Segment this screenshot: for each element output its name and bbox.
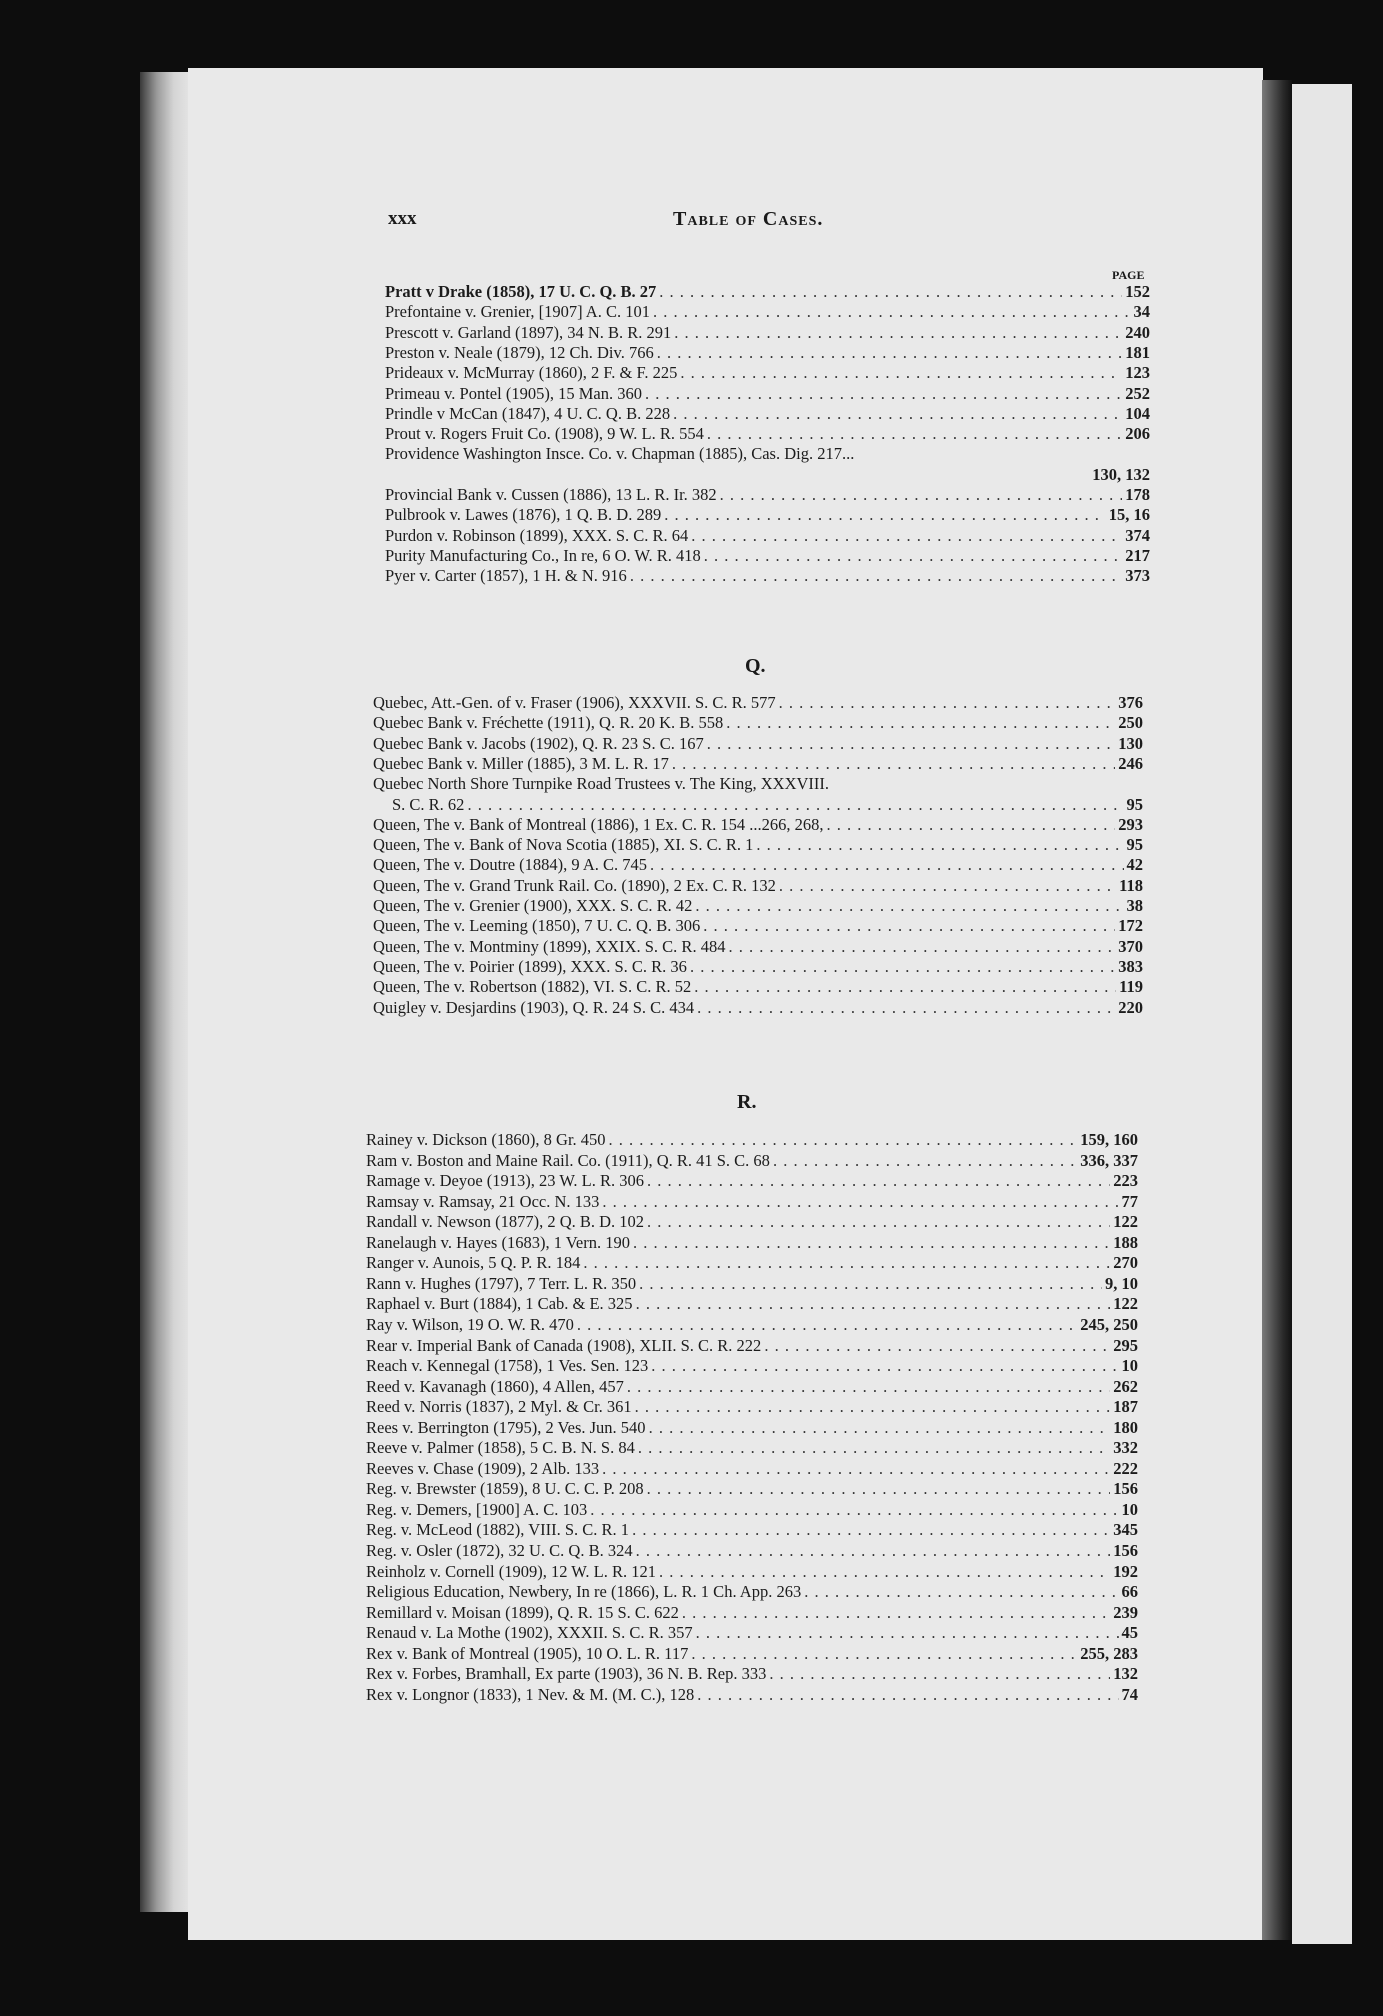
case-entry xyxy=(366,1562,1138,1582)
leader-dots xyxy=(696,1623,1119,1643)
case-entry xyxy=(366,1520,1138,1540)
case-name: Rann v. Hughes (1797), 7 Terr. L. R. 350 xyxy=(366,1273,637,1293)
case-page-ref: 180 xyxy=(1113,1417,1138,1437)
case-name: Queen, The v. Poirier (1899), XXX. S. C. R. 36 xyxy=(373,956,687,976)
section-heading-r: R. xyxy=(737,1091,757,1113)
case-page-ref: 222 xyxy=(1113,1458,1138,1478)
case-name: Quebec Bank v. Miller (1885), 3 M. L. R. 17 xyxy=(373,753,669,773)
page-number: xxx xyxy=(388,208,417,229)
leader-dots xyxy=(704,546,1122,566)
page-column-label: PAGE xyxy=(1112,268,1145,282)
case-name: Pratt v Drake (1858), 17 U. C. Q. B. 27 xyxy=(385,282,657,301)
case-page-ref: 246 xyxy=(1118,753,1143,773)
leader-dots xyxy=(649,1418,1111,1438)
case-page-ref: 223 xyxy=(1113,1171,1138,1191)
case-entry xyxy=(373,713,1143,733)
case-entry xyxy=(366,1192,1138,1212)
case-name: Rex v. Longnor (1833), 1 Nev. & M. (M. C.), 128 xyxy=(366,1684,695,1704)
leader-dots xyxy=(697,1685,1118,1705)
case-entry xyxy=(385,546,1150,566)
case-page-ref: 374 xyxy=(1125,525,1150,545)
case-entry xyxy=(366,1397,1138,1417)
leader-dots xyxy=(651,1356,1118,1376)
case-entry xyxy=(385,424,1150,444)
case-page-ref: 262 xyxy=(1113,1376,1138,1396)
case-page-ref: 255, 283 xyxy=(1080,1643,1138,1663)
case-page-ref: 132 xyxy=(1113,1664,1138,1684)
leader-dots xyxy=(769,1664,1110,1684)
case-page-ref: 38 xyxy=(1126,896,1143,915)
case-name: Renaud v. La Mothe (1902), XXXII. S. C. R. 357 xyxy=(366,1623,693,1643)
case-page-ref: 172 xyxy=(1118,916,1143,936)
case-continuation: 130, 132 xyxy=(1092,464,1150,484)
case-entry xyxy=(385,282,1150,302)
case-entry xyxy=(373,835,1143,855)
leader-dots xyxy=(697,998,1115,1018)
case-page-ref: 118 xyxy=(1119,875,1143,895)
case-name: Quigley v. Desjardins (1903), Q. R. 24 S. C. 434 xyxy=(373,997,695,1017)
leader-dots xyxy=(779,693,1116,713)
case-entry xyxy=(373,896,1143,916)
case-name: Reg. v. McLeod (1882), VIII. S. C. R. 1 xyxy=(366,1520,630,1540)
case-entry xyxy=(366,1315,1138,1335)
case-name: Queen, The v. Grenier (1900), XXX. S. C. R. 42 xyxy=(373,896,693,915)
case-name: Ramsay v. Ramsay, 21 Occ. N. 133 xyxy=(366,1191,600,1211)
case-name: Religious Education, Newbery, In re (1866), L. R. 1 Ch. App. 263 xyxy=(366,1582,802,1602)
case-entry xyxy=(385,526,1150,546)
case-page-ref: 220 xyxy=(1118,997,1143,1017)
case-page-ref: 104 xyxy=(1125,403,1150,423)
case-name: Reinholz v. Cornell (1909), 12 W. L. R. 121 xyxy=(366,1561,656,1581)
case-page-ref: 152 xyxy=(1125,282,1150,301)
case-page-ref: 270 xyxy=(1113,1253,1138,1273)
case-name: Pyer v. Carter (1857), 1 H. & N. 916 xyxy=(385,566,627,586)
case-page-ref: 130 xyxy=(1118,733,1143,753)
case-page-ref: 42 xyxy=(1126,855,1143,875)
leader-dots xyxy=(707,424,1122,444)
case-name: Quebec North Shore Turnpike Road Trustees v. The King, XXXVIII. xyxy=(373,774,830,794)
case-entry xyxy=(366,1233,1138,1253)
leader-dots xyxy=(673,404,1122,424)
case-name: Prefontaine v. Grenier, [1907] A. C. 101 xyxy=(385,302,650,322)
case-page-ref: 370 xyxy=(1118,936,1143,956)
case-name: Ranelaugh v. Hayes (1683), 1 Vern. 190 xyxy=(366,1232,630,1252)
case-entry xyxy=(366,1459,1138,1479)
case-page-ref: 240 xyxy=(1125,322,1150,342)
case-page-ref: 122 xyxy=(1113,1294,1138,1314)
case-page-ref: 188 xyxy=(1113,1232,1138,1252)
case-name: Prout v. Rogers Fruit Co. (1908), 9 W. L. R. 554 xyxy=(385,424,704,444)
leader-dots xyxy=(804,1582,1118,1602)
case-entry xyxy=(385,505,1150,525)
case-name: Quebec, Att.-Gen. of v. Fraser (1906), XXXVII. S. C. R. 577 xyxy=(373,693,776,712)
case-name: Ranger v. Aunois, 5 Q. P. R. 184 xyxy=(366,1253,581,1273)
leader-dots xyxy=(690,957,1115,977)
case-page-ref: 332 xyxy=(1113,1438,1138,1458)
next-page-strip xyxy=(1292,84,1352,1944)
case-entry xyxy=(373,693,1143,713)
case-page-ref: 123 xyxy=(1125,363,1150,383)
case-entry xyxy=(366,1582,1138,1602)
case-entry xyxy=(366,1356,1138,1376)
leader-dots xyxy=(659,282,1122,302)
case-name: Rainey v. Dickson (1860), 8 Gr. 450 xyxy=(366,1130,606,1149)
case-entry xyxy=(385,384,1150,404)
case-name: Reg. v. Demers, [1900] A. C. 103 xyxy=(366,1499,588,1519)
leader-dots xyxy=(577,1315,1077,1335)
case-entry xyxy=(373,855,1143,875)
leader-dots xyxy=(627,1377,1110,1397)
case-page-ref: 34 xyxy=(1133,302,1150,322)
case-entry xyxy=(366,1212,1138,1232)
leader-dots xyxy=(694,977,1116,997)
leader-dots xyxy=(680,363,1122,383)
case-name: S. C. R. 62 xyxy=(392,794,465,814)
case-name: Quebec Bank v. Fréchette (1911), Q. R. 20 K. B. 558 xyxy=(373,713,724,733)
case-entry xyxy=(366,1274,1138,1294)
leader-dots xyxy=(645,384,1122,404)
case-entry xyxy=(385,343,1150,363)
leader-dots xyxy=(638,1438,1110,1458)
case-page-ref: 217 xyxy=(1125,545,1150,565)
case-entry xyxy=(366,1438,1138,1458)
leader-dots xyxy=(691,526,1122,546)
leader-dots xyxy=(636,1541,1111,1561)
case-page-ref: 119 xyxy=(1119,977,1143,997)
case-page-ref: 66 xyxy=(1121,1582,1138,1602)
case-page-ref: 77 xyxy=(1121,1191,1138,1211)
leader-dots xyxy=(639,1274,1102,1294)
case-entry xyxy=(373,977,1143,997)
leader-dots xyxy=(647,1479,1111,1499)
case-entry xyxy=(366,1603,1138,1623)
case-name: Ramage v. Deyoe (1913), 23 W. L. R. 306 xyxy=(366,1171,645,1191)
case-name: Prideaux v. McMurray (1860), 2 F. & F. 225 xyxy=(385,363,678,383)
case-name: Provincial Bank v. Cussen (1886), 13 L. R. Ir. 382 xyxy=(385,485,717,504)
case-page-ref: 15, 16 xyxy=(1108,505,1150,525)
case-page-ref: 10 xyxy=(1121,1499,1138,1519)
case-entry xyxy=(366,1479,1138,1499)
case-entry xyxy=(366,1500,1138,1520)
case-entry xyxy=(366,1336,1138,1356)
leader-dots xyxy=(647,1171,1110,1191)
case-page-ref: 156 xyxy=(1113,1479,1138,1499)
case-entry xyxy=(373,815,1143,835)
case-name: Ram v. Boston and Maine Rail. Co. (1911), Q. R. 41 S. C. 68 xyxy=(366,1150,770,1170)
case-name: Queen, The v. Bank of Montreal (1886), 1 Ex. C. R. 154 ...266, 268, xyxy=(373,814,824,834)
case-entry xyxy=(373,957,1143,977)
case-page-ref: 95 xyxy=(1126,794,1143,814)
case-entry xyxy=(366,1644,1138,1664)
case-entry xyxy=(366,1130,1138,1150)
case-name: Quebec Bank v. Jacobs (1902), Q. R. 23 S. C. 167 xyxy=(373,733,704,753)
case-entry xyxy=(366,1151,1138,1171)
case-page-ref: 245, 250 xyxy=(1080,1314,1138,1334)
case-entry xyxy=(373,754,1143,774)
case-name: Reg. v. Osler (1872), 32 U. C. Q. B. 324 xyxy=(366,1541,633,1560)
binding-shadow xyxy=(1262,80,1292,1940)
case-entry xyxy=(385,302,1150,322)
page-header xyxy=(388,208,1148,238)
case-entry xyxy=(385,363,1150,383)
leader-dots xyxy=(674,323,1122,343)
case-name: Rear v. Imperial Bank of Canada (1908), XLII. S. C. R. 222 xyxy=(366,1335,762,1355)
case-page-ref: 373 xyxy=(1125,566,1150,586)
leader-dots xyxy=(636,1294,1111,1314)
case-entry xyxy=(366,1253,1138,1273)
case-name: Rex v. Bank of Montreal (1905), 10 O. L. R. 117 xyxy=(366,1643,689,1663)
case-name: Purdon v. Robinson (1899), XXX. S. C. R. 64 xyxy=(385,525,689,545)
case-name: Prescott v. Garland (1897), 34 N. B. R. 291 xyxy=(385,322,672,342)
case-page-ref: 336, 337 xyxy=(1080,1150,1138,1170)
case-name: Queen, The v. Robertson (1882), VI. S. C. R. 52 xyxy=(373,977,692,997)
case-page-ref: 159, 160 xyxy=(1080,1130,1138,1149)
leader-dots xyxy=(590,1500,1118,1520)
case-entry xyxy=(385,444,1150,464)
case-name: Providence Washington Insce. Co. v. Chapman (1885), Cas. Dig. 217... xyxy=(385,444,855,464)
leader-dots xyxy=(632,1520,1110,1540)
leader-dots xyxy=(467,795,1123,815)
leader-dots xyxy=(657,343,1123,363)
case-page-ref: 206 xyxy=(1125,424,1150,444)
case-name: Purity Manufacturing Co., In re, 6 O. W. R. 418 xyxy=(385,545,701,565)
case-name: Reg. v. Brewster (1859), 8 U. C. C. P. 208 xyxy=(366,1479,644,1499)
case-entry-continuation xyxy=(392,795,1143,815)
running-title: Table of Cases. xyxy=(673,208,824,230)
leader-dots xyxy=(756,835,1123,855)
case-entry xyxy=(373,876,1143,896)
case-entry xyxy=(385,566,1150,586)
case-entry xyxy=(366,1685,1138,1705)
case-page-ref: 252 xyxy=(1125,383,1150,403)
case-entry xyxy=(385,485,1150,505)
leader-dots xyxy=(609,1130,1078,1150)
leader-dots xyxy=(630,566,1122,586)
case-name: Queen, The v. Montminy (1899), XXIX. S. C. R. 484 xyxy=(373,936,726,956)
case-entry xyxy=(373,916,1143,936)
leader-dots xyxy=(695,896,1123,916)
case-entry xyxy=(385,404,1150,424)
case-name: Queen, The v. Leeming (1850), 7 U. C. Q. B. 306 xyxy=(373,916,701,936)
leader-dots xyxy=(602,1459,1110,1479)
case-page-ref: 345 xyxy=(1113,1520,1138,1540)
case-page-ref: 156 xyxy=(1113,1541,1138,1560)
case-page-ref: 192 xyxy=(1113,1561,1138,1581)
case-name: Primeau v. Pontel (1905), 15 Man. 360 xyxy=(385,383,642,403)
case-entry xyxy=(366,1623,1138,1643)
section-heading-q: Q. xyxy=(745,655,766,677)
case-name: Reach v. Kennegal (1758), 1 Ves. Sen. 123 xyxy=(366,1356,649,1376)
case-name: Pulbrook v. Lawes (1876), 1 Q. B. D. 289 xyxy=(385,505,662,525)
leader-dots xyxy=(691,1644,1077,1664)
case-page-ref: 295 xyxy=(1113,1335,1138,1355)
case-entry xyxy=(366,1377,1138,1397)
case-page-ref: 376 xyxy=(1118,693,1143,712)
case-page-ref: 239 xyxy=(1113,1602,1138,1622)
case-entry xyxy=(366,1664,1138,1684)
leader-dots xyxy=(664,505,1106,525)
leader-dots xyxy=(633,1233,1110,1253)
case-name: Rees v. Berrington (1795), 2 Ves. Jun. 540 xyxy=(366,1417,646,1437)
leader-dots xyxy=(728,937,1115,957)
case-page-ref: 74 xyxy=(1121,1684,1138,1704)
case-entry xyxy=(373,774,1143,794)
case-entry xyxy=(366,1541,1138,1561)
case-name: Randall v. Newson (1877), 2 Q. B. D. 102 xyxy=(366,1212,645,1232)
case-entry xyxy=(373,937,1143,957)
leader-dots xyxy=(720,485,1123,505)
leader-dots xyxy=(583,1253,1110,1273)
case-entry xyxy=(373,998,1143,1018)
case-page-ref: 187 xyxy=(1113,1397,1138,1417)
leader-dots xyxy=(703,916,1115,936)
case-page-ref: 45 xyxy=(1121,1623,1138,1643)
case-name: Ray v. Wilson, 19 O. W. R. 470 xyxy=(366,1314,574,1334)
case-page-ref: 250 xyxy=(1118,713,1143,733)
case-entry xyxy=(366,1294,1138,1314)
case-name: Queen, The v. Grand Trunk Rail. Co. (1890), 2 Ex. C. R. 132 xyxy=(373,875,776,895)
leader-dots xyxy=(653,302,1131,322)
case-page-ref: 9, 10 xyxy=(1105,1273,1138,1293)
leader-dots xyxy=(779,876,1116,896)
case-page-ref: 10 xyxy=(1121,1356,1138,1376)
case-name: Reed v. Norris (1837), 2 Myl. & Cr. 361 xyxy=(366,1397,632,1417)
leader-dots xyxy=(635,1397,1111,1417)
case-name: Reed v. Kavanagh (1860), 4 Allen, 457 xyxy=(366,1376,624,1396)
page-gutter-edge xyxy=(140,72,188,1912)
case-page-ref: 293 xyxy=(1118,814,1143,834)
case-page-ref: 383 xyxy=(1118,956,1143,976)
case-page-ref: 178 xyxy=(1125,485,1150,504)
leader-dots xyxy=(726,713,1115,733)
leader-dots xyxy=(650,855,1123,875)
case-name: Reeves v. Chase (1909), 2 Alb. 133 xyxy=(366,1458,600,1478)
case-name: Prindle v McCan (1847), 4 U. C. Q. B. 228 xyxy=(385,403,671,423)
leader-dots xyxy=(659,1562,1110,1582)
case-name: Rex v. Forbes, Bramhall, Ex parte (1903), 36 N. B. Rep. 333 xyxy=(366,1664,767,1684)
case-entry xyxy=(385,323,1150,343)
case-page-ref: 122 xyxy=(1113,1212,1138,1232)
leader-dots xyxy=(707,734,1116,754)
leader-dots xyxy=(602,1192,1118,1212)
leader-dots xyxy=(773,1151,1077,1171)
case-name: Queen, The v. Bank of Nova Scotia (1885), XI. S. C. R. 1 xyxy=(373,835,754,855)
case-entry xyxy=(373,734,1143,754)
leader-dots xyxy=(764,1336,1110,1356)
case-name: Queen, The v. Doutre (1884), 9 A. C. 745 xyxy=(373,855,648,875)
leader-dots xyxy=(647,1212,1110,1232)
case-entry xyxy=(366,1171,1138,1191)
leader-dots xyxy=(672,754,1115,774)
leader-dots xyxy=(682,1603,1110,1623)
case-name: Reeve v. Palmer (1858), 5 C. B. N. S. 84 xyxy=(366,1438,635,1458)
case-page-ref: 181 xyxy=(1125,342,1150,362)
case-name: Raphael v. Burt (1884), 1 Cab. & E. 325 xyxy=(366,1294,633,1314)
leader-dots xyxy=(826,815,1115,835)
case-name: Preston v. Neale (1879), 12 Ch. Div. 766 xyxy=(385,342,654,362)
case-page-ref: 95 xyxy=(1126,835,1143,855)
case-name: Remillard v. Moisan (1899), Q. R. 15 S. C. 622 xyxy=(366,1602,679,1622)
case-entry xyxy=(366,1418,1138,1438)
